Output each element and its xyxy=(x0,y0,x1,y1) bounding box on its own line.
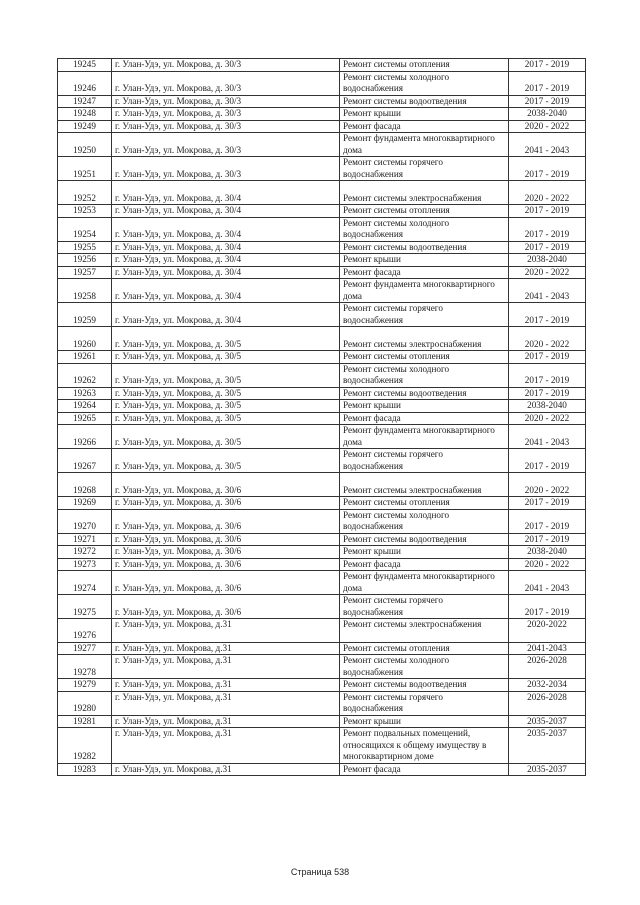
row-number: 19277 xyxy=(58,642,112,655)
work-type-cell: Ремонт системы отопления xyxy=(340,351,509,364)
row-number: 19261 xyxy=(58,351,112,364)
table-row xyxy=(58,715,586,728)
table-row xyxy=(58,241,586,254)
address-cell: г. Улан-Удэ, ул. Мокрова, д. 30/5 xyxy=(112,412,340,425)
term-cell: 2020-2022 xyxy=(509,619,586,643)
work-type-cell: Ремонт системы горячего водоснабжения xyxy=(340,449,509,473)
address-cell: г. Улан-Удэ, ул. Мокрова, д.31 xyxy=(112,691,340,715)
address-cell: г. Улан-Удэ, ул. Мокрова, д. 30/6 xyxy=(112,509,340,533)
term-cell: 2020 - 2022 xyxy=(509,120,586,133)
table-row xyxy=(58,558,586,571)
address-cell: г. Улан-Удэ, ул. Мокрова, д. 30/5 xyxy=(112,400,340,413)
row-number: 19264 xyxy=(58,400,112,413)
table-row xyxy=(58,120,586,133)
table-row xyxy=(58,473,586,497)
row-number: 19266 xyxy=(58,425,112,449)
work-type-cell: Ремонт системы холодного водоснабжения xyxy=(340,655,509,679)
address-cell: г. Улан-Удэ, ул. Мокрова, д.31 xyxy=(112,763,340,776)
term-cell: 2017 - 2019 xyxy=(509,363,586,387)
row-number: 19265 xyxy=(58,412,112,425)
row-number: 19255 xyxy=(58,241,112,254)
table-row xyxy=(58,509,586,533)
work-type-cell: Ремонт фасада xyxy=(340,266,509,279)
row-number: 19254 xyxy=(58,217,112,241)
address-cell: г. Улан-Удэ, ул. Мокрова, д. 30/3 xyxy=(112,157,340,181)
row-number: 19250 xyxy=(58,133,112,157)
row-number: 19275 xyxy=(58,595,112,619)
term-cell: 2020 - 2022 xyxy=(509,473,586,497)
address-cell: г. Улан-Удэ, ул. Мокрова, д. 30/6 xyxy=(112,595,340,619)
term-cell: 2038-2040 xyxy=(509,546,586,559)
table-row xyxy=(58,205,586,218)
table-body xyxy=(58,59,586,776)
address-cell: г. Улан-Удэ, ул. Мокрова, д. 30/4 xyxy=(112,205,340,218)
work-type-cell: Ремонт системы электроснабжения xyxy=(340,473,509,497)
row-number: 19268 xyxy=(58,473,112,497)
term-cell: 2020 - 2022 xyxy=(509,266,586,279)
row-number: 19280 xyxy=(58,691,112,715)
table-row xyxy=(58,217,586,241)
row-number: 19245 xyxy=(58,59,112,72)
row-number: 19251 xyxy=(58,157,112,181)
term-cell: 2026-2028 xyxy=(509,655,586,679)
work-type-cell: Ремонт системы горячего водоснабжения xyxy=(340,595,509,619)
term-cell: 2038-2040 xyxy=(509,108,586,121)
address-cell: г. Улан-Удэ, ул. Мокрова, д. 30/5 xyxy=(112,327,340,351)
work-type-cell: Ремонт подвальных помещений, относящихся к общему имуществу в многоквартирном доме xyxy=(340,728,509,764)
address-cell: г. Улан-Удэ, ул. Мокрова, д. 30/5 xyxy=(112,425,340,449)
table-row xyxy=(58,387,586,400)
table-row xyxy=(58,619,586,643)
row-number: 19256 xyxy=(58,254,112,267)
table-row xyxy=(58,400,586,413)
address-cell: г. Улан-Удэ, ул. Мокрова, д. 30/5 xyxy=(112,387,340,400)
address-cell: г. Улан-Удэ, ул. Мокрова, д. 30/4 xyxy=(112,254,340,267)
work-type-cell: Ремонт крыши xyxy=(340,254,509,267)
work-type-cell: Ремонт системы водоотведения xyxy=(340,387,509,400)
address-cell: г. Улан-Удэ, ул. Мокрова, д. 30/3 xyxy=(112,133,340,157)
term-cell: 2017 - 2019 xyxy=(509,595,586,619)
work-type-cell: Ремонт фасада xyxy=(340,558,509,571)
work-type-cell: Ремонт системы электроснабжения xyxy=(340,181,509,205)
address-cell: г. Улан-Удэ, ул. Мокрова, д. 30/4 xyxy=(112,303,340,327)
table-row xyxy=(58,412,586,425)
work-type-cell: Ремонт фундамента многоквартирного дома xyxy=(340,133,509,157)
table-row xyxy=(58,266,586,279)
address-cell: г. Улан-Удэ, ул. Мокрова, д. 30/4 xyxy=(112,279,340,303)
table-row xyxy=(58,546,586,559)
table-row xyxy=(58,279,586,303)
work-type-cell: Ремонт системы горячего водоснабжения xyxy=(340,691,509,715)
table-row xyxy=(58,595,586,619)
work-type-cell: Ремонт фасада xyxy=(340,412,509,425)
row-number: 19257 xyxy=(58,266,112,279)
address-cell: г. Улан-Удэ, ул. Мокрова, д. 30/3 xyxy=(112,108,340,121)
table-row xyxy=(58,59,586,72)
term-cell: 2041 - 2043 xyxy=(509,279,586,303)
address-cell: г. Улан-Удэ, ул. Мокрова, д. 30/4 xyxy=(112,181,340,205)
address-cell: г. Улан-Удэ, ул. Мокрова, д. 30/6 xyxy=(112,546,340,559)
row-number: 19248 xyxy=(58,108,112,121)
table-row xyxy=(58,133,586,157)
table-row xyxy=(58,181,586,205)
row-number: 19267 xyxy=(58,449,112,473)
address-cell: г. Улан-Удэ, ул. Мокрова, д. 30/4 xyxy=(112,241,340,254)
table-row xyxy=(58,533,586,546)
row-number: 19262 xyxy=(58,363,112,387)
work-type-cell: Ремонт фундамента многоквартирного дома xyxy=(340,571,509,595)
row-number: 19249 xyxy=(58,120,112,133)
row-number: 19274 xyxy=(58,571,112,595)
term-cell: 2017 - 2019 xyxy=(509,387,586,400)
work-type-cell: Ремонт крыши xyxy=(340,546,509,559)
table-row xyxy=(58,254,586,267)
work-type-cell: Ремонт фасада xyxy=(340,120,509,133)
work-type-cell: Ремонт фундамента многоквартирного дома xyxy=(340,425,509,449)
address-cell: г. Улан-Удэ, ул. Мокрова, д. 30/6 xyxy=(112,473,340,497)
address-cell: г. Улан-Удэ, ул. Мокрова, д.31 xyxy=(112,642,340,655)
term-cell: 2026-2028 xyxy=(509,691,586,715)
address-cell: г. Улан-Удэ, ул. Мокрова, д. 30/3 xyxy=(112,71,340,95)
work-type-cell: Ремонт крыши xyxy=(340,108,509,121)
table-row xyxy=(58,303,586,327)
term-cell: 2017 - 2019 xyxy=(509,351,586,364)
term-cell: 2020 - 2022 xyxy=(509,327,586,351)
term-cell: 2017 - 2019 xyxy=(509,303,586,327)
row-number: 19276 xyxy=(58,619,112,643)
work-type-cell: Ремонт системы водоотведения xyxy=(340,95,509,108)
term-cell: 2020 - 2022 xyxy=(509,558,586,571)
address-cell: г. Улан-Удэ, ул. Мокрова, д. 30/5 xyxy=(112,351,340,364)
address-cell: г. Улан-Удэ, ул. Мокрова, д.31 xyxy=(112,679,340,692)
work-type-cell: Ремонт фасада xyxy=(340,763,509,776)
term-cell: 2017 - 2019 xyxy=(509,59,586,72)
term-cell: 2041-2043 xyxy=(509,642,586,655)
table-row xyxy=(58,763,586,776)
table-row xyxy=(58,425,586,449)
term-cell: 2020 - 2022 xyxy=(509,412,586,425)
term-cell: 2017 - 2019 xyxy=(509,497,586,510)
table-row xyxy=(58,108,586,121)
table-row xyxy=(58,157,586,181)
row-number: 19271 xyxy=(58,533,112,546)
work-type-cell: Ремонт системы отопления xyxy=(340,59,509,72)
table-row xyxy=(58,571,586,595)
address-cell: г. Улан-Удэ, ул. Мокрова, д. 30/5 xyxy=(112,449,340,473)
work-type-cell: Ремонт системы отопления xyxy=(340,642,509,655)
term-cell: 2020 - 2022 xyxy=(509,181,586,205)
page-number: Страница 538 xyxy=(290,867,350,877)
term-cell: 2017 - 2019 xyxy=(509,157,586,181)
term-cell: 2017 - 2019 xyxy=(509,449,586,473)
row-number: 19247 xyxy=(58,95,112,108)
work-type-cell: Ремонт системы холодного водоснабжения xyxy=(340,217,509,241)
term-cell: 2041 - 2043 xyxy=(509,133,586,157)
term-cell: 2017 - 2019 xyxy=(509,509,586,533)
row-number: 19259 xyxy=(58,303,112,327)
address-cell: г. Улан-Удэ, ул. Мокрова, д.31 xyxy=(112,728,340,764)
work-type-cell: Ремонт системы горячего водоснабжения xyxy=(340,157,509,181)
term-cell: 2032-2034 xyxy=(509,679,586,692)
row-number: 19252 xyxy=(58,181,112,205)
table-row xyxy=(58,679,586,692)
address-cell: г. Улан-Удэ, ул. Мокрова, д. 30/4 xyxy=(112,217,340,241)
address-cell: г. Улан-Удэ, ул. Мокрова, д. 30/3 xyxy=(112,95,340,108)
work-type-cell: Ремонт системы холодного водоснабжения xyxy=(340,71,509,95)
term-cell: 2017 - 2019 xyxy=(509,95,586,108)
row-number: 19253 xyxy=(58,205,112,218)
table-row xyxy=(58,691,586,715)
term-cell: 2041 - 2043 xyxy=(509,425,586,449)
address-cell: г. Улан-Удэ, ул. Мокрова, д. 30/3 xyxy=(112,120,340,133)
work-type-cell: Ремонт системы холодного водоснабжения xyxy=(340,363,509,387)
work-type-cell: Ремонт системы отопления xyxy=(340,205,509,218)
row-number: 19246 xyxy=(58,71,112,95)
term-cell: 2038-2040 xyxy=(509,400,586,413)
table-row xyxy=(58,71,586,95)
term-cell: 2017 - 2019 xyxy=(509,71,586,95)
table-row xyxy=(58,95,586,108)
term-cell: 2035-2037 xyxy=(509,763,586,776)
work-type-cell: Ремонт системы холодного водоснабжения xyxy=(340,509,509,533)
table-row xyxy=(58,327,586,351)
term-cell: 2017 - 2019 xyxy=(509,217,586,241)
table-row xyxy=(58,449,586,473)
row-number: 19278 xyxy=(58,655,112,679)
term-cell: 2038-2040 xyxy=(509,254,586,267)
address-cell: г. Улан-Удэ, ул. Мокрова, д. 30/6 xyxy=(112,533,340,546)
address-cell: г. Улан-Удэ, ул. Мокрова, д. 30/3 xyxy=(112,59,340,72)
term-cell: 2017 - 2019 xyxy=(509,205,586,218)
work-type-cell: Ремонт системы горячего водоснабжения xyxy=(340,303,509,327)
work-type-cell: Ремонт крыши xyxy=(340,715,509,728)
row-number: 19263 xyxy=(58,387,112,400)
table-row xyxy=(58,351,586,364)
work-type-cell: Ремонт системы водоотведения xyxy=(340,679,509,692)
row-number: 19283 xyxy=(58,763,112,776)
term-cell: 2041 - 2043 xyxy=(509,571,586,595)
work-type-cell: Ремонт крыши xyxy=(340,400,509,413)
row-number: 19273 xyxy=(58,558,112,571)
address-cell: г. Улан-Удэ, ул. Мокрова, д. 30/4 xyxy=(112,266,340,279)
row-number: 19272 xyxy=(58,546,112,559)
row-number: 19258 xyxy=(58,279,112,303)
table-row xyxy=(58,642,586,655)
term-cell: 2035-2037 xyxy=(509,728,586,764)
address-cell: г. Улан-Удэ, ул. Мокрова, д.31 xyxy=(112,619,340,643)
table-row xyxy=(58,655,586,679)
address-cell: г. Улан-Удэ, ул. Мокрова, д. 30/5 xyxy=(112,363,340,387)
work-type-cell: Ремонт фундамента многоквартирного дома xyxy=(340,279,509,303)
row-number: 19260 xyxy=(58,327,112,351)
table-row xyxy=(58,363,586,387)
work-type-cell: Ремонт системы отопления xyxy=(340,497,509,510)
address-cell: г. Улан-Удэ, ул. Мокрова, д. 30/6 xyxy=(112,497,340,510)
address-cell: г. Улан-Удэ, ул. Мокрова, д.31 xyxy=(112,715,340,728)
address-cell: г. Улан-Удэ, ул. Мокрова, д. 30/6 xyxy=(112,558,340,571)
row-number: 19282 xyxy=(58,728,112,764)
work-type-cell: Ремонт системы электроснабжения xyxy=(340,327,509,351)
repair-schedule-table xyxy=(57,58,586,776)
row-number: 19270 xyxy=(58,509,112,533)
term-cell: 2035-2037 xyxy=(509,715,586,728)
work-type-cell: Ремонт системы водоотведения xyxy=(340,533,509,546)
row-number: 19269 xyxy=(58,497,112,510)
term-cell: 2017 - 2019 xyxy=(509,241,586,254)
term-cell: 2017 - 2019 xyxy=(509,533,586,546)
table-row xyxy=(58,728,586,764)
table-row xyxy=(58,497,586,510)
row-number: 19279 xyxy=(58,679,112,692)
work-type-cell: Ремонт системы водоотведения xyxy=(340,241,509,254)
work-type-cell: Ремонт системы электроснабжения xyxy=(340,619,509,643)
address-cell: г. Улан-Удэ, ул. Мокрова, д. 30/6 xyxy=(112,571,340,595)
address-cell: г. Улан-Удэ, ул. Мокрова, д.31 xyxy=(112,655,340,679)
row-number: 19281 xyxy=(58,715,112,728)
